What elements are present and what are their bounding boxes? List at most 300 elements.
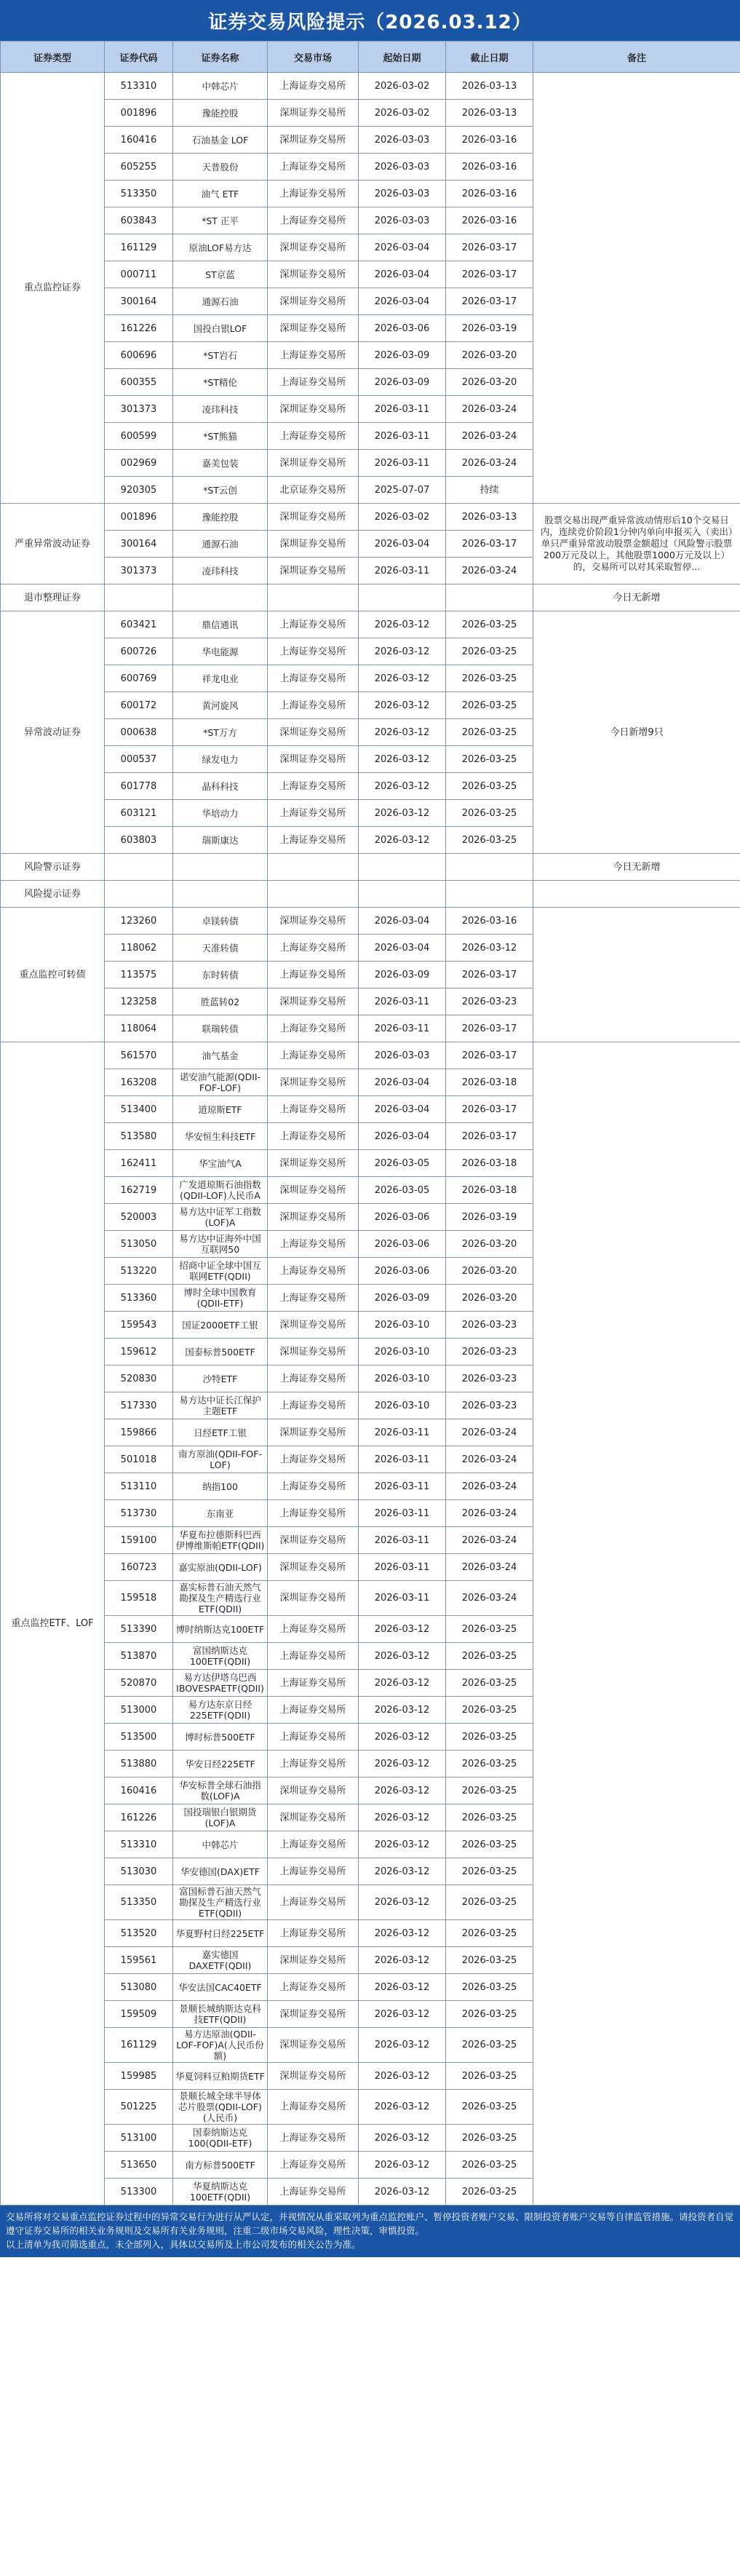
security-name: 易方达中证海外中国互联网50 <box>173 1231 268 1258</box>
start-date: 2026-03-11 <box>359 1581 446 1616</box>
start-date: 2026-03-12 <box>359 2063 446 2090</box>
table-row <box>1 73 740 100</box>
start-date: 2026-03-06 <box>359 315 446 342</box>
start-date: 2026-03-11 <box>359 1554 446 1581</box>
security-name: 绿发电力 <box>173 746 268 773</box>
end-date: 2026-03-25 <box>446 773 533 800</box>
exchange: 上海证券交易所 <box>268 1473 359 1500</box>
end-date: 2026-03-25 <box>446 827 533 854</box>
security-name: 华夏饲料豆粕期货ETF <box>173 2063 268 2090</box>
start-date: 2026-03-04 <box>359 288 446 315</box>
exchange: 上海证券交易所 <box>268 827 359 854</box>
table-row <box>1 584 740 611</box>
security-code: 517330 <box>105 1392 173 1419</box>
start-date: 2026-03-12 <box>359 800 446 827</box>
end-date: 2026-03-16 <box>446 154 533 181</box>
start-date: 2026-03-12 <box>359 1920 446 1947</box>
security-name: 华夏纳斯达克100ETF(QDII) <box>173 2179 268 2206</box>
end-date: 2026-03-13 <box>446 504 533 531</box>
security-code: 162719 <box>105 1177 173 1204</box>
end-date: 2026-03-25 <box>446 1778 533 1804</box>
start-date: 2026-03-12 <box>359 1858 446 1885</box>
header-type: 证券类型 <box>1 41 105 73</box>
start-date: 2026-03-11 <box>359 1500 446 1527</box>
start-date: 2026-03-12 <box>359 2125 446 2152</box>
security-name: 瑞斯康达 <box>173 827 268 854</box>
start-date: 2026-03-12 <box>359 1804 446 1831</box>
security-code: 000638 <box>105 719 173 746</box>
end-date: 2026-03-20 <box>446 369 533 396</box>
empty-cell <box>105 881 173 908</box>
exchange: 上海证券交易所 <box>268 1500 359 1527</box>
security-code: 513030 <box>105 1858 173 1885</box>
empty-cell <box>268 881 359 908</box>
end-date: 2026-03-25 <box>446 746 533 773</box>
exchange: 深圳证券交易所 <box>268 1177 359 1204</box>
security-code: 600696 <box>105 342 173 369</box>
exchange: 深圳证券交易所 <box>268 1554 359 1581</box>
security-name: 富国纳斯达克100ETF(QDII) <box>173 1643 268 1670</box>
security-name: 景顺长城全球半导体芯片股票(QDII-LOF)(人民币) <box>173 2090 268 2125</box>
security-name: 道琼斯ETF <box>173 1096 268 1123</box>
start-date: 2026-03-12 <box>359 692 446 719</box>
end-date: 2026-03-17 <box>446 261 533 288</box>
security-code: 513400 <box>105 1096 173 1123</box>
header-start: 起始日期 <box>359 41 446 73</box>
security-code: 513310 <box>105 73 173 100</box>
security-code: 513500 <box>105 1724 173 1751</box>
start-date: 2026-03-12 <box>359 1697 446 1724</box>
security-code: 002969 <box>105 450 173 477</box>
exchange: 上海证券交易所 <box>268 665 359 692</box>
exchange: 上海证券交易所 <box>268 2125 359 2152</box>
exchange: 上海证券交易所 <box>268 1751 359 1778</box>
end-date: 2026-03-20 <box>446 1285 533 1312</box>
start-date: 2026-03-12 <box>359 746 446 773</box>
start-date: 2026-03-03 <box>359 181 446 207</box>
security-code: 605255 <box>105 154 173 181</box>
security-code: 161129 <box>105 2028 173 2063</box>
security-code: 513080 <box>105 1974 173 2001</box>
security-name: 易方达中证长江保护主题ETF <box>173 1392 268 1419</box>
security-name: 原油LOF易方达 <box>173 234 268 261</box>
security-name: 鼎信通讯 <box>173 611 268 638</box>
security-code: 163208 <box>105 1069 173 1096</box>
exchange: 上海证券交易所 <box>268 1974 359 2001</box>
security-code: 600769 <box>105 665 173 692</box>
end-date: 2026-03-25 <box>446 665 533 692</box>
end-date: 2026-03-24 <box>446 1500 533 1527</box>
end-date: 2026-03-19 <box>446 315 533 342</box>
start-date: 2026-03-12 <box>359 2028 446 2063</box>
security-name: 诺安油气能源(QDII-FOF-LOF) <box>173 1069 268 1096</box>
start-date: 2026-03-09 <box>359 962 446 988</box>
exchange: 上海证券交易所 <box>268 1697 359 1724</box>
end-date: 2026-03-20 <box>446 1231 533 1258</box>
start-date: 2026-03-10 <box>359 1339 446 1366</box>
start-date: 2026-03-04 <box>359 1123 446 1150</box>
security-name: 华安日经225ETF <box>173 1751 268 1778</box>
exchange: 上海证券交易所 <box>268 369 359 396</box>
exchange: 上海证券交易所 <box>268 1392 359 1419</box>
header-note: 备注 <box>533 41 740 73</box>
exchange: 上海证券交易所 <box>268 1446 359 1473</box>
page-title: 证券交易风险提示（2026.03.12） <box>0 0 740 41</box>
empty-cell <box>105 854 173 881</box>
security-name: 国投白银LOF <box>173 315 268 342</box>
security-code: 118064 <box>105 1015 173 1042</box>
disclaimer-scope: 以上清单为我司筛选重点，未全部列入，具体以交易所及上市公司发布的相关公告为准。 <box>6 2239 361 2250</box>
empty-cell <box>446 854 533 881</box>
security-code: 520870 <box>105 1670 173 1697</box>
security-code: 159509 <box>105 2001 173 2028</box>
exchange: 上海证券交易所 <box>268 638 359 665</box>
end-date: 2026-03-18 <box>446 1069 533 1096</box>
start-date: 2026-03-11 <box>359 1527 446 1554</box>
security-code: 161129 <box>105 234 173 261</box>
start-date: 2026-03-11 <box>359 988 446 1015</box>
security-code: 561570 <box>105 1042 173 1069</box>
end-date: 2026-03-25 <box>446 800 533 827</box>
security-name: 华宝油气A <box>173 1150 268 1177</box>
end-date: 2026-03-16 <box>446 181 533 207</box>
start-date: 2026-03-12 <box>359 2152 446 2179</box>
end-date: 2026-03-18 <box>446 1150 533 1177</box>
table-row <box>1 611 740 638</box>
security-code: 159518 <box>105 1581 173 1616</box>
end-date: 2026-03-25 <box>446 2090 533 2125</box>
end-date: 2026-03-17 <box>446 1096 533 1123</box>
exchange: 上海证券交易所 <box>268 962 359 988</box>
end-date: 2026-03-24 <box>446 1554 533 1581</box>
security-name: 凌玮科技 <box>173 558 268 584</box>
exchange: 深圳证券交易所 <box>268 396 359 423</box>
end-date: 2026-03-25 <box>446 1804 533 1831</box>
exchange: 深圳证券交易所 <box>268 450 359 477</box>
header-name: 证券名称 <box>173 41 268 73</box>
end-date: 2026-03-25 <box>446 692 533 719</box>
start-date: 2026-03-12 <box>359 719 446 746</box>
end-date: 2026-03-25 <box>446 638 533 665</box>
security-name: 博时纳斯达克100ETF <box>173 1616 268 1643</box>
end-date: 2026-03-25 <box>446 1858 533 1885</box>
security-code: 600172 <box>105 692 173 719</box>
empty-cell <box>359 854 446 881</box>
end-date: 2026-03-25 <box>446 1670 533 1697</box>
security-code: 113575 <box>105 962 173 988</box>
security-name: 国泰纳斯达克100(QDII-ETF) <box>173 2125 268 2152</box>
end-date: 2026-03-25 <box>446 611 533 638</box>
end-date: 2026-03-24 <box>446 450 533 477</box>
security-name: 华安德国(DAX)ETF <box>173 1858 268 1885</box>
end-date: 2026-03-25 <box>446 2063 533 2090</box>
security-code: 513350 <box>105 1885 173 1920</box>
security-code: 600355 <box>105 369 173 396</box>
exchange: 深圳证券交易所 <box>268 100 359 127</box>
exchange: 上海证券交易所 <box>268 342 359 369</box>
exchange: 深圳证券交易所 <box>268 1204 359 1231</box>
exchange: 上海证券交易所 <box>268 1258 359 1285</box>
category-cell: 退市整理证券 <box>1 584 105 611</box>
security-code: 159561 <box>105 1947 173 1974</box>
start-date: 2026-03-12 <box>359 1751 446 1778</box>
exchange: 深圳证券交易所 <box>268 504 359 531</box>
start-date: 2026-03-12 <box>359 2179 446 2206</box>
start-date: 2025-07-07 <box>359 477 446 504</box>
end-date: 2026-03-17 <box>446 234 533 261</box>
table-row <box>1 504 740 531</box>
security-name: 南方原油(QDII-FOF-LOF) <box>173 1446 268 1473</box>
end-date: 2026-03-13 <box>446 100 533 127</box>
security-name: 天准转债 <box>173 935 268 962</box>
start-date: 2026-03-11 <box>359 423 446 450</box>
security-name: 国证2000ETF工银 <box>173 1312 268 1339</box>
start-date: 2026-03-04 <box>359 935 446 962</box>
start-date: 2026-03-04 <box>359 908 446 935</box>
security-code: 300164 <box>105 288 173 315</box>
security-name: 华安法国CAC40ETF <box>173 1974 268 2001</box>
exchange: 深圳证券交易所 <box>268 127 359 154</box>
empty-cell <box>268 584 359 611</box>
start-date: 2026-03-12 <box>359 665 446 692</box>
category-cell: 异常波动证券 <box>1 611 105 854</box>
end-date: 2026-03-24 <box>446 1581 533 1616</box>
empty-cell <box>268 854 359 881</box>
end-date: 2026-03-23 <box>446 1392 533 1419</box>
category-cell: 风险警示证券 <box>1 854 105 881</box>
exchange: 上海证券交易所 <box>268 154 359 181</box>
security-name: 嘉实德国DAXETF(QDII) <box>173 1947 268 1974</box>
exchange: 上海证券交易所 <box>268 1670 359 1697</box>
end-date: 2026-03-25 <box>446 1697 533 1724</box>
exchange: 上海证券交易所 <box>268 1831 359 1858</box>
security-name: *ST熊猫 <box>173 423 268 450</box>
security-name: *ST 正平 <box>173 207 268 234</box>
exchange: 深圳证券交易所 <box>268 558 359 584</box>
security-code: 161226 <box>105 1804 173 1831</box>
start-date: 2026-03-12 <box>359 2090 446 2125</box>
security-code: 513000 <box>105 1697 173 1724</box>
security-name: 嘉实标普石油天然气勘探及生产精选行业ETF(QDII) <box>173 1581 268 1616</box>
exchange: 上海证券交易所 <box>268 423 359 450</box>
security-code: 600726 <box>105 638 173 665</box>
end-date: 2026-03-17 <box>446 962 533 988</box>
end-date: 2026-03-16 <box>446 127 533 154</box>
security-name: 油气基金 <box>173 1042 268 1069</box>
security-name: *ST万方 <box>173 719 268 746</box>
exchange: 上海证券交易所 <box>268 1231 359 1258</box>
end-date: 2026-03-13 <box>446 73 533 100</box>
security-name: 易方达伊塔乌巴西IBOVESPAETF(QDII) <box>173 1670 268 1697</box>
end-date: 2026-03-25 <box>446 1643 533 1670</box>
security-code: 603421 <box>105 611 173 638</box>
security-name: 凌玮科技 <box>173 396 268 423</box>
end-date: 2026-03-17 <box>446 1042 533 1069</box>
category-cell: 重点监控证券 <box>1 73 105 504</box>
security-name: 华电能源 <box>173 638 268 665</box>
security-code: 513870 <box>105 1643 173 1670</box>
category-cell: 重点监控ETF、LOF <box>1 1042 105 2206</box>
category-cell: 严重异常波动证券 <box>1 504 105 584</box>
exchange: 上海证券交易所 <box>268 773 359 800</box>
security-name: 晶科科技 <box>173 773 268 800</box>
empty-cell <box>173 854 268 881</box>
start-date: 2026-03-04 <box>359 531 446 558</box>
security-name: 博时全球中国教育(QDII-ETF) <box>173 1285 268 1312</box>
security-name: 富国标普石油天然气勘探及生产精选行业ETF(QDII) <box>173 1885 268 1920</box>
end-date: 2026-03-20 <box>446 1258 533 1285</box>
start-date: 2026-03-04 <box>359 1069 446 1096</box>
exchange: 上海证券交易所 <box>268 181 359 207</box>
exchange: 上海证券交易所 <box>268 2152 359 2179</box>
note-cell: 今日新增9只 <box>533 611 740 854</box>
category-cell: 重点监控可转债 <box>1 908 105 1042</box>
exchange: 上海证券交易所 <box>268 1096 359 1123</box>
start-date: 2026-03-12 <box>359 827 446 854</box>
category-cell: 风险提示证券 <box>1 881 105 908</box>
security-name: 中韩芯片 <box>173 73 268 100</box>
end-date: 2026-03-25 <box>446 1974 533 2001</box>
end-date: 2026-03-17 <box>446 288 533 315</box>
security-name: 华培动力 <box>173 800 268 827</box>
empty-cell <box>446 881 533 908</box>
disclaimer-text: 交易所将对交易重点监控证券过程中的异常交易行为进行从严认定，并视情况从重采取列为重点监控账户、暂停投资者账户交易、限制投资者账户交易等自律监管措施。请投资者自觉遵守证券交易所的相关业务规则及交易所有关业务规则，注重二级市场交易风险，理性决策，审慎投资。 <box>6 2211 734 2236</box>
start-date: 2026-03-10 <box>359 1312 446 1339</box>
start-date: 2026-03-10 <box>359 1366 446 1392</box>
exchange: 深圳证券交易所 <box>268 1150 359 1177</box>
security-name: 嘉美包装 <box>173 450 268 477</box>
security-code: 001896 <box>105 504 173 531</box>
end-date: 2026-03-25 <box>446 2001 533 2028</box>
exchange: 上海证券交易所 <box>268 611 359 638</box>
start-date: 2026-03-11 <box>359 558 446 584</box>
security-code: 160723 <box>105 1554 173 1581</box>
end-date: 2026-03-25 <box>446 1751 533 1778</box>
security-name: 华安恒生科技ETF <box>173 1123 268 1150</box>
end-date: 2026-03-20 <box>446 342 533 369</box>
exchange: 深圳证券交易所 <box>268 1947 359 1974</box>
exchange: 上海证券交易所 <box>268 1015 359 1042</box>
security-code: 160416 <box>105 127 173 154</box>
security-name: 东时转债 <box>173 962 268 988</box>
security-name: 豫能控股 <box>173 100 268 127</box>
exchange: 上海证券交易所 <box>268 935 359 962</box>
start-date: 2026-03-06 <box>359 1258 446 1285</box>
security-name: 易方达中证军工指数(LOF)A <box>173 1204 268 1231</box>
empty-cell <box>359 584 446 611</box>
exchange: 深圳证券交易所 <box>268 1419 359 1446</box>
security-code: 159543 <box>105 1312 173 1339</box>
exchange: 上海证券交易所 <box>268 1616 359 1643</box>
start-date: 2026-03-06 <box>359 1204 446 1231</box>
security-code: 600599 <box>105 423 173 450</box>
security-code: 520003 <box>105 1204 173 1231</box>
security-name: 博时标普500ETF <box>173 1724 268 1751</box>
security-name: ST京蓝 <box>173 261 268 288</box>
end-date: 2026-03-24 <box>446 396 533 423</box>
security-code: 160416 <box>105 1778 173 1804</box>
end-date: 2026-03-25 <box>446 2125 533 2152</box>
start-date: 2026-03-12 <box>359 773 446 800</box>
header-code: 证券代码 <box>105 41 173 73</box>
exchange: 上海证券交易所 <box>268 692 359 719</box>
security-code: 118062 <box>105 935 173 962</box>
security-code: 513520 <box>105 1920 173 1947</box>
security-code: 603121 <box>105 800 173 827</box>
start-date: 2026-03-09 <box>359 342 446 369</box>
exchange: 深圳证券交易所 <box>268 1069 359 1096</box>
exchange: 深圳证券交易所 <box>268 1778 359 1804</box>
risk-table <box>0 41 740 2206</box>
exchange: 上海证券交易所 <box>268 73 359 100</box>
exchange: 上海证券交易所 <box>268 207 359 234</box>
security-name: 天普股份 <box>173 154 268 181</box>
security-code: 513730 <box>105 1500 173 1527</box>
exchange: 上海证券交易所 <box>268 1366 359 1392</box>
end-date: 2026-03-25 <box>446 2152 533 2179</box>
start-date: 2026-03-05 <box>359 1177 446 1204</box>
exchange: 深圳证券交易所 <box>268 908 359 935</box>
security-code: 513300 <box>105 2179 173 2206</box>
exchange: 上海证券交易所 <box>268 1858 359 1885</box>
start-date: 2026-03-12 <box>359 1724 446 1751</box>
end-date: 2026-03-18 <box>446 1177 533 1204</box>
start-date: 2026-03-12 <box>359 1947 446 1974</box>
header-end: 截止日期 <box>446 41 533 73</box>
security-code: 513100 <box>105 2125 173 2152</box>
end-date: 2026-03-17 <box>446 1015 533 1042</box>
exchange: 深圳证券交易所 <box>268 261 359 288</box>
start-date: 2026-03-12 <box>359 1885 446 1920</box>
security-code: 513580 <box>105 1123 173 1150</box>
end-date: 2026-03-25 <box>446 2179 533 2206</box>
security-name: 豫能控股 <box>173 504 268 531</box>
exchange: 深圳证券交易所 <box>268 719 359 746</box>
security-name: 招商中证全球中国互联网ETF(QDII) <box>173 1258 268 1285</box>
start-date: 2026-03-12 <box>359 611 446 638</box>
end-date: 2026-03-24 <box>446 1473 533 1500</box>
end-date: 2026-03-23 <box>446 988 533 1015</box>
exchange: 上海证券交易所 <box>268 1920 359 1947</box>
security-name: 黄河旋风 <box>173 692 268 719</box>
start-date: 2026-03-11 <box>359 1446 446 1473</box>
exchange: 深圳证券交易所 <box>268 1312 359 1339</box>
start-date: 2026-03-04 <box>359 261 446 288</box>
end-date: 2026-03-23 <box>446 1366 533 1392</box>
note-cell: 今日无新增 <box>533 854 740 881</box>
end-date: 持续 <box>446 477 533 504</box>
security-name: 景顺长城纳斯达克科技ETF(QDII) <box>173 2001 268 2028</box>
end-date: 2026-03-24 <box>446 423 533 450</box>
exchange: 深圳证券交易所 <box>268 2001 359 2028</box>
end-date: 2026-03-19 <box>446 1204 533 1231</box>
exchange: 上海证券交易所 <box>268 1885 359 1920</box>
end-date: 2026-03-23 <box>446 1339 533 1366</box>
exchange: 深圳证券交易所 <box>268 1339 359 1366</box>
end-date: 2026-03-17 <box>446 1123 533 1150</box>
table-row <box>1 1042 740 1069</box>
start-date: 2026-03-05 <box>359 1150 446 1177</box>
exchange: 上海证券交易所 <box>268 1643 359 1670</box>
security-name: 石油基金 LOF <box>173 127 268 154</box>
exchange: 上海证券交易所 <box>268 1285 359 1312</box>
security-name: 油气 ETF <box>173 181 268 207</box>
empty-cell <box>173 881 268 908</box>
end-date: 2026-03-16 <box>446 908 533 935</box>
security-name: 东南亚 <box>173 1500 268 1527</box>
security-code: 123258 <box>105 988 173 1015</box>
exchange: 深圳证券交易所 <box>268 288 359 315</box>
